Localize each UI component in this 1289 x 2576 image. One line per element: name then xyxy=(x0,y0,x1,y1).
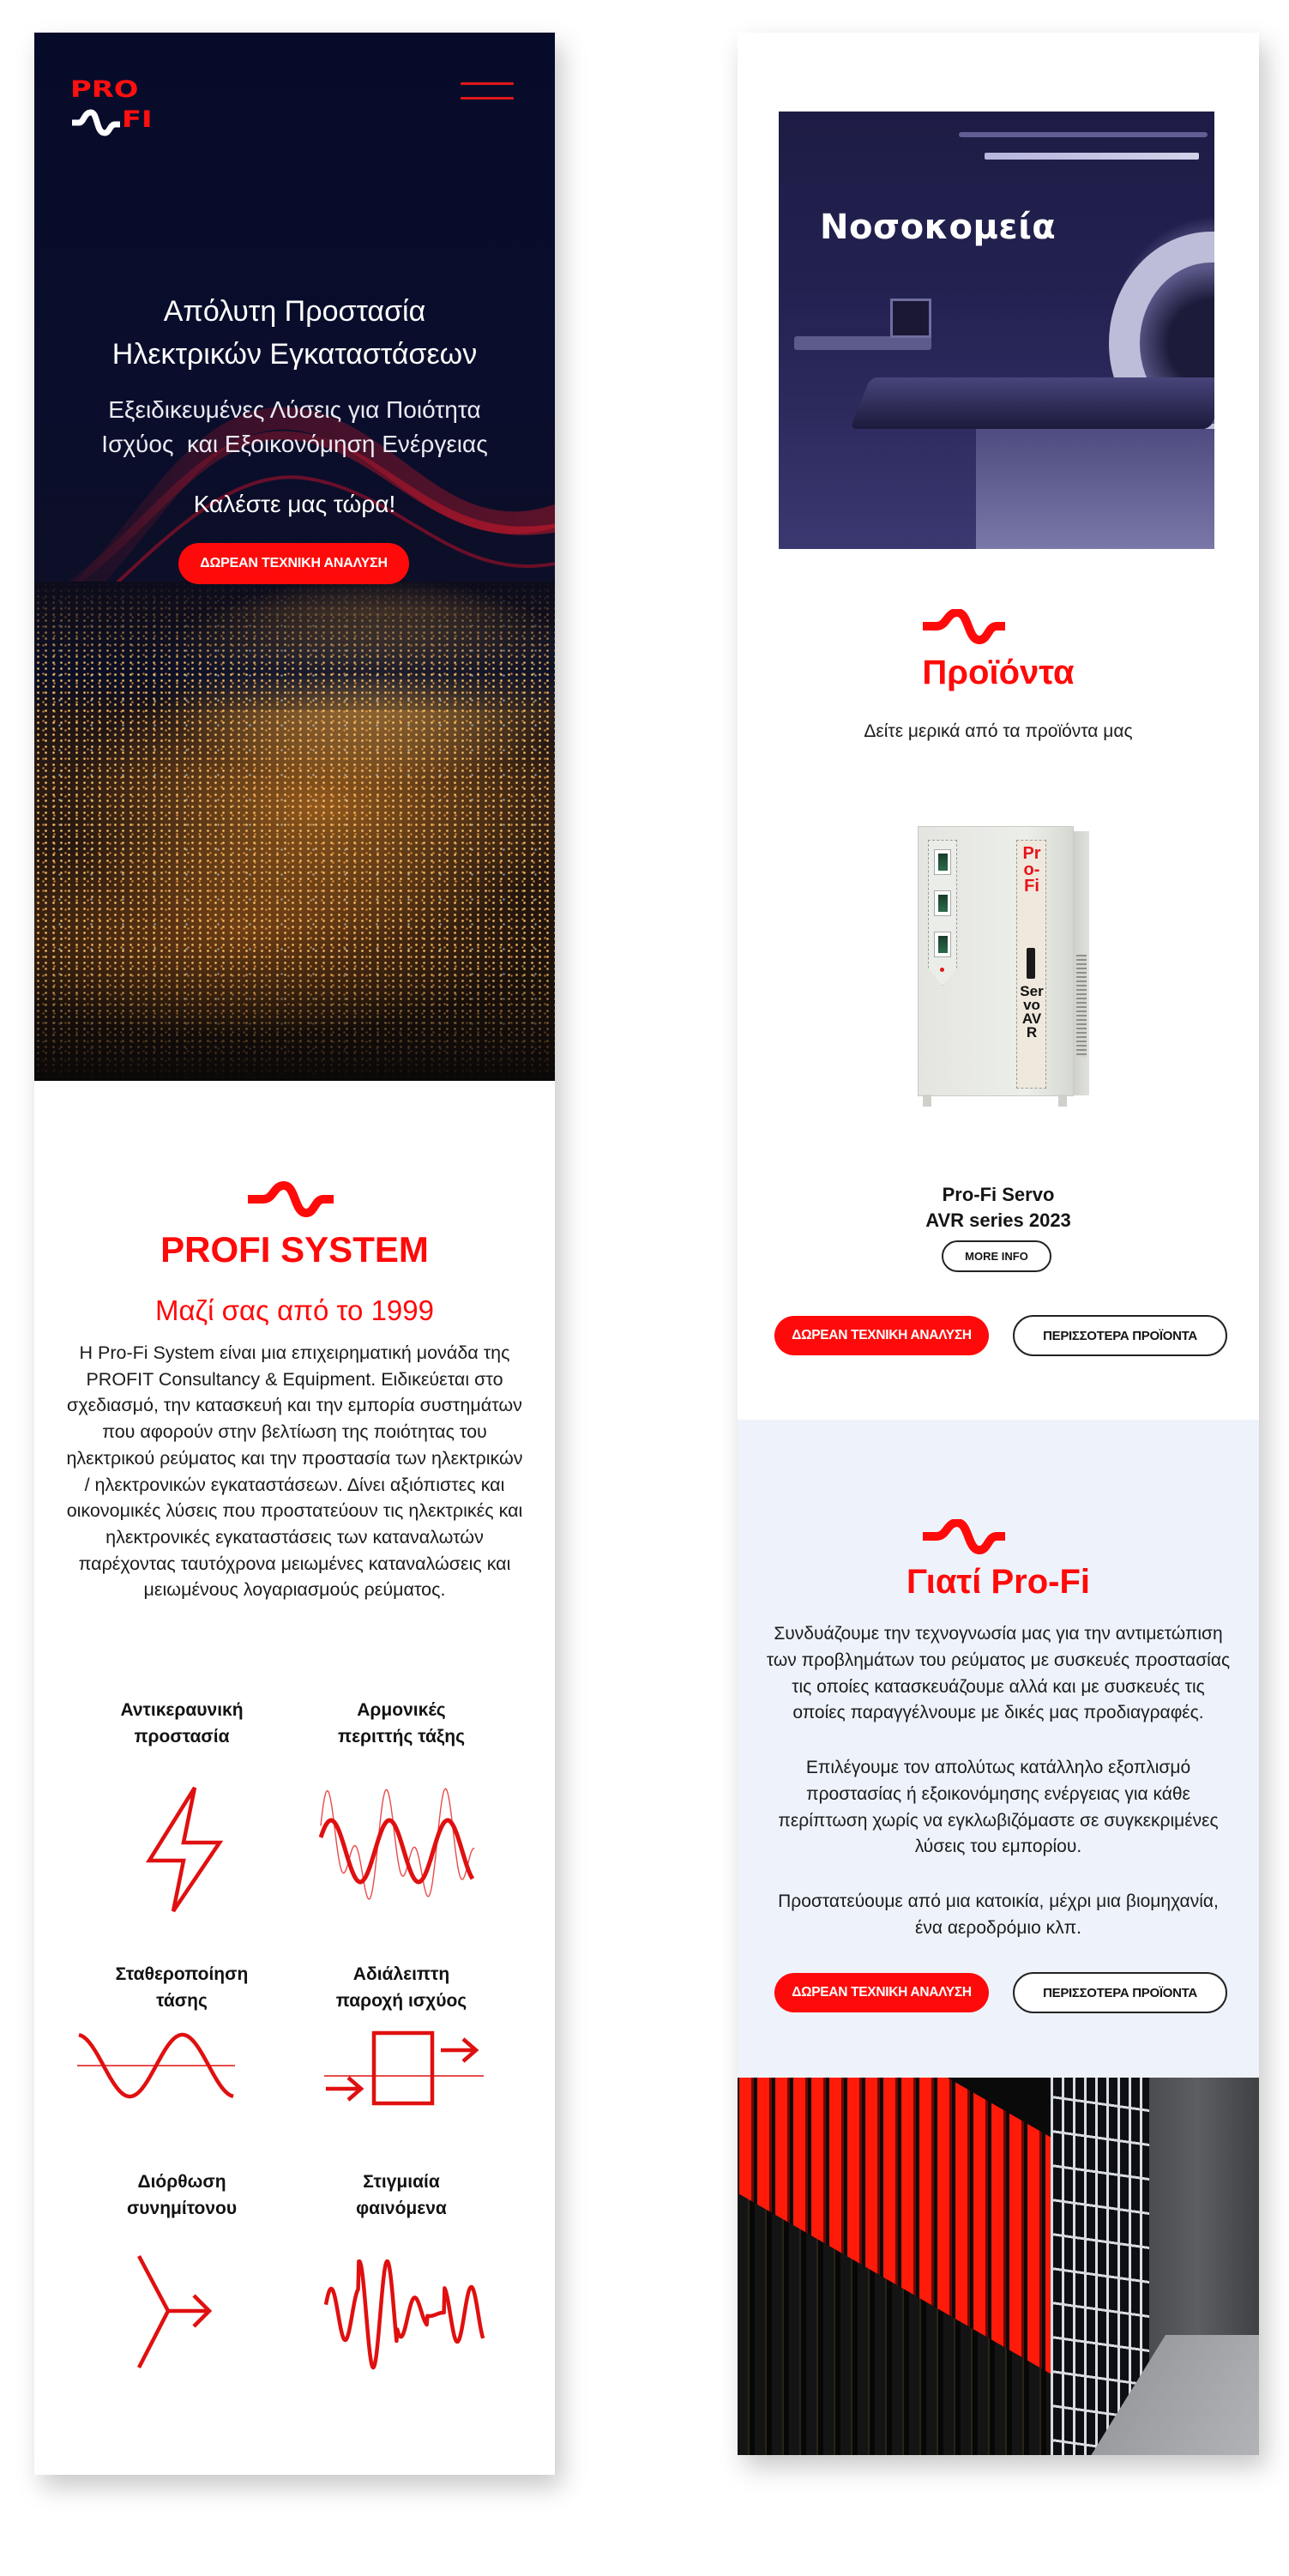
why-more-products-button[interactable]: ΠΕΡΙΣΣΟΤΕΡΑ ΠΡΟΪΟΝΤΑ xyxy=(1013,1972,1227,2013)
feature-label-line-1: Σταθεροποίηση xyxy=(115,1964,249,1984)
hero-subtitle-line-1: Εξειδικευμένες Λύσεις για Ποιότητα xyxy=(108,396,481,423)
feature-label-line-1: Αντικεραυνική xyxy=(120,1700,244,1720)
more-info-button[interactable]: MORE INFO xyxy=(942,1240,1051,1272)
about-body-text: Η Pro-Fi System είναι μια επιχειρηματική μονάδα της PROFIT Consultancy & Equipment. Ειδικεύεται στο σχεδιασμό, την κατασκευή και την εμπορία συστημάτων που αφορούν στην βελτίωση της ποιότητας του ηλεκτρικού ρεύματος και την προστασία των ηλεκτρικών / ηλεκτρονικών εγκαταστάσεων. Δίνει αξιόπιστες και οικονομικές λύσεις που προστατεύουν τις ηλεκτρικές και ηλεκτρονικές εγκαταστάσεις των καταναλωτών παρέχοντας ταυτόχρονα μειωμένες καταναλώσεις και μειωμένους λογαριασμούς ρεύματος. xyxy=(66,1342,523,1601)
feature-label-line-1: Αδιάλειπτη xyxy=(352,1964,450,1984)
feature-lightning-protection xyxy=(70,1697,293,1885)
red-building-facade-image xyxy=(738,2078,1259,2455)
why-free-analysis-button[interactable]: ΔΩΡΕΑΝ ΤΕΧΝΙΚΗ ΑΝΑΛΥΣΗ xyxy=(774,1973,989,2012)
hero-section xyxy=(34,33,555,1081)
sine-wave-icon xyxy=(921,609,1007,647)
power-factor-arrow-icon xyxy=(111,2254,214,2374)
device-brand-text: Pro-Fi xyxy=(1022,844,1041,896)
why-paragraph-1: Συνδυάζουμε την τεχνογνωσία μας για την αντιμετώπιση των προβλημάτων του ρεύματος με συσκευές προστασίας τις οποίες κατασκευάζουμε αλλά και με συσκευές τις οποίες παραγγέλνουμε με δικές μας προδιαγραφές. xyxy=(766,1624,1231,1723)
feature-label-line-2: τάσης xyxy=(156,1991,208,2011)
why-title: Γιατί Pro-Fi xyxy=(906,1563,1091,1601)
hero-subtitle xyxy=(34,393,555,462)
logo-text-pro: PRO xyxy=(70,76,139,103)
hospital-card[interactable] xyxy=(779,112,1214,549)
product-name-line-2: AVR series 2023 xyxy=(925,1210,1071,1231)
mobile-page-right xyxy=(738,33,1259,2455)
products-more-products-button[interactable]: ΠΕΡΙΣΣΟΤΕΡΑ ΠΡΟΪΟΝΤΑ xyxy=(1013,1315,1227,1356)
city-night-image xyxy=(34,582,555,1081)
products-title: Προϊόντα xyxy=(922,654,1075,691)
free-analysis-button[interactable]: ΔΩΡΕΑΝ ΤΕΧΝΙΚΗ ΑΝΑΛΥΣΗ xyxy=(178,543,409,584)
sine-wave-stabilization-icon xyxy=(77,2030,240,2107)
hero-title-line-2: Ηλεκτρικών Εγκαταστάσεων xyxy=(111,338,478,371)
pro-fi-logo[interactable] xyxy=(70,78,177,143)
feature-power-factor-correction xyxy=(70,2169,293,2374)
products-subtitle: Δείτε μερικά από τα προϊόντα μας xyxy=(864,721,1133,741)
products-free-analysis-button[interactable]: ΔΩΡΕΑΝ ΤΕΧΝΙΚΗ ΑΝΑΛΥΣΗ xyxy=(774,1316,989,1355)
feature-label-line-2: φαινόμενα xyxy=(356,2199,447,2218)
feature-transient-phenomena xyxy=(290,2169,513,2374)
hero-title xyxy=(34,290,555,376)
feature-label-line-1: Στιγμιαία xyxy=(363,2172,440,2192)
hero-subtitle-line-2: Ισχύος και Εξοικονόμηση Ενέργειας xyxy=(101,431,488,457)
about-title: PROFI SYSTEM xyxy=(160,1229,429,1270)
servo-avr-product-image[interactable] xyxy=(918,826,1089,1118)
feature-label-line-2: συνημίτονου xyxy=(126,2199,238,2218)
feature-uninterruptible-power xyxy=(290,1961,513,2133)
sine-wave-icon xyxy=(70,109,120,138)
feature-label-line-1: Διόρθωση xyxy=(137,2172,226,2192)
about-subtitle: Μαζί σας από το 1999 xyxy=(154,1294,434,1326)
sine-wave-icon xyxy=(244,1180,337,1218)
sine-wave-icon xyxy=(921,1519,1007,1557)
hospital-card-label: Νοσοκομεία xyxy=(820,208,1057,247)
product-name-line-1: Pro-Fi Servo xyxy=(942,1184,1055,1205)
feature-label-line-1: Αρμονικές xyxy=(357,1700,446,1720)
device-model-text: Servo AVR xyxy=(1020,983,1044,1041)
ups-box-arrows-icon xyxy=(324,2021,487,2107)
product-name xyxy=(738,1182,1259,1234)
hamburger-menu-icon[interactable] xyxy=(461,80,514,100)
feature-label-line-2: παροχή ισχύος xyxy=(335,1991,467,2011)
feature-label-line-2: προστασία xyxy=(134,1727,230,1746)
logo-text-fi: FI xyxy=(122,106,153,133)
mobile-page-left xyxy=(34,33,555,2475)
feature-odd-harmonics xyxy=(290,1697,513,1885)
hero-title-line-1: Απόλυτη Προστασία xyxy=(163,295,426,328)
feature-label-line-2: περιττής τάξης xyxy=(338,1727,465,1746)
hero-call-text: Καλέστε μας τώρα! xyxy=(193,491,396,517)
why-paragraph-3: Προστατεύουμε από μια κατοικία, μέχρι μια βιομηχανία, ένα αεροδρόμιο κλπ. xyxy=(778,1891,1219,1938)
why-paragraph-2: Επιλέγουμε τον απολύτως κατάλληλο εξοπλισμό προστασίας ή εξοικονόμησης ενέργειας για κάθε περίπτωση χωρίς να εγκλωβιζόμαστε σε συγκεκριμένες λύσεις του εμπορίου. xyxy=(778,1758,1219,1857)
feature-voltage-stabilization xyxy=(70,1961,293,2133)
transient-wave-icon xyxy=(324,2254,487,2374)
lightning-bolt-icon xyxy=(146,1784,223,1915)
harmonics-wave-icon xyxy=(319,1783,477,1920)
